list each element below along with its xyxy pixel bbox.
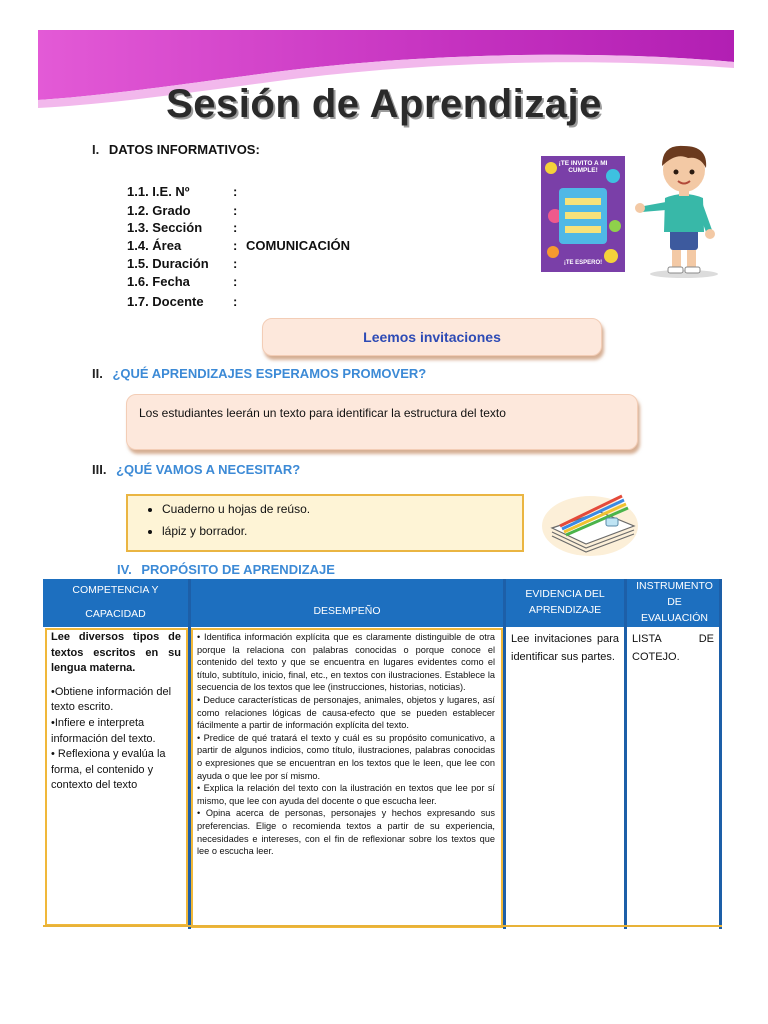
proposito-heading-number: IV. xyxy=(117,562,132,577)
materials-list xyxy=(128,502,522,538)
datos-heading xyxy=(92,142,260,157)
header-banner xyxy=(0,0,768,150)
aprendizajes-heading-number: II. xyxy=(92,366,103,381)
capacidad-item: • Reflexiona y evalúa la forma, el contenido y contexto del texto xyxy=(51,748,166,792)
desempeno-item: • Explica la relación del texto con la ilustración en textos que lee por sí mismo, que lee con ayuda del docente o que escucha leer. xyxy=(197,783,495,806)
invitation-card-illustration xyxy=(541,156,625,272)
header-instrumento xyxy=(627,579,722,627)
info-colon: : xyxy=(233,184,238,199)
table-bottom-line xyxy=(43,925,722,927)
aprendizajes-heading xyxy=(92,366,426,381)
boy-illustration xyxy=(632,140,732,280)
desempeno-item: • Identifica información explícita que es claramente distinguible de otra porque la relaciona con palabras conocidas o porque conoce el contenido del texto y que se encuentra en lugares evidentes como el título, subtítulo, inicio, final, etc., en textos con ilustraciones. Establece la secuencia de los textos que lee (instrucciones, historias, noticias). xyxy=(197,632,495,693)
info-value: COMUNICACIÓN xyxy=(246,238,350,253)
info-label: 1.3. Sección xyxy=(127,220,203,235)
competencia-title: Lee diversos tipos de textos escritos en su lengua materna. xyxy=(51,631,181,675)
invitation-card-top-text: ¡TE INVITO A MI CUMPLE! xyxy=(558,160,608,175)
info-label: 1.4. Área xyxy=(127,238,182,253)
header-evidencia-line1: EVIDENCIA DEL xyxy=(525,588,605,601)
info-colon: : xyxy=(233,203,238,218)
aprendizajes-text: Los estudiantes leerán un texto para identificar la estructura del texto xyxy=(139,406,506,420)
info-colon: : xyxy=(233,294,238,309)
info-colon: : xyxy=(233,256,238,271)
necesitar-heading-text: ¿QUÉ VAMOS A NECESITAR? xyxy=(116,462,301,477)
aprendizajes-heading-text: ¿QUÉ APRENDIZAJES ESPERAMOS PROMOVER? xyxy=(112,366,427,381)
info-row-docente xyxy=(127,294,387,312)
datos-heading-number: I. xyxy=(92,142,100,157)
info-colon: : xyxy=(233,274,238,289)
header-competencia xyxy=(43,579,188,627)
header-instrumento-line3: EVALUACIÓN xyxy=(641,611,708,624)
necesitar-heading-number: III. xyxy=(92,462,107,477)
session-title-box xyxy=(262,318,602,356)
column-divider xyxy=(719,579,722,929)
desempeno-item: • Opina acerca de personas, personajes y hechos expresando sus preferencias. Elige o recomienda textos a partir de su experiencia, necesidades e intereses, con el fin de reflexionar sobre los textos que lee o escucha leer. xyxy=(197,808,495,857)
proposito-heading-text: PROPÓSITO DE APRENDIZAJE xyxy=(141,562,335,577)
info-label: 1.7. Docente xyxy=(127,294,204,309)
desempeno-cell xyxy=(197,631,495,858)
info-label: 1.5. Duración xyxy=(127,256,209,271)
necesitar-heading xyxy=(92,462,300,477)
materials-item: • lápiz y borrador. xyxy=(162,524,522,538)
header-instrumento-line2: DE xyxy=(667,596,682,609)
competencia-cell xyxy=(51,630,181,794)
materials-box xyxy=(126,494,524,552)
info-row-fecha xyxy=(127,274,387,292)
evidencia-cell: Lee invitaciones para identificar sus partes. xyxy=(511,633,619,664)
header-instrumento-line1: INSTRUMENTO xyxy=(636,580,713,593)
capacidad-item: •Infiere e interpreta información del texto. xyxy=(51,717,156,745)
info-row-duracion xyxy=(127,256,387,274)
info-label: 1.2. Grado xyxy=(127,203,191,218)
info-row-seccion xyxy=(127,220,387,238)
info-row-ie xyxy=(127,184,387,202)
page-title: Sesión de Aprendizaje xyxy=(166,82,602,126)
notebook-pencils-illustration xyxy=(540,482,640,558)
column-divider xyxy=(624,579,627,929)
desempeno-item: • Predice de qué tratará el texto y cuál es su propósito comunicativo, a partir de algunos indicios, como título, ilustraciones, palabras conocidas o expresiones que se encuentran en los textos que le leen, que lee con ayuda o que lee por sí mismo. xyxy=(197,732,495,781)
header-competencia-line2: CAPACIDAD xyxy=(85,608,146,620)
invitation-card-bottom-text: ¡TE ESPERO! xyxy=(563,260,603,266)
info-colon: : xyxy=(233,220,238,235)
proposito-heading xyxy=(117,562,335,577)
info-label: 1.1. I.E. Nº xyxy=(127,184,190,199)
info-label: 1.6. Fecha xyxy=(127,274,190,289)
header-evidencia-line2: APRENDIZAJE xyxy=(528,604,602,616)
header-desempeno xyxy=(191,579,503,627)
desempeno-item: • Deduce características de personajes, animales, objetos y lugares, así como relaciones lógicas de causa-efecto que se pueden establecer fácilmente a partir de información explícita del texto. xyxy=(197,694,495,731)
aprendizajes-box xyxy=(126,394,638,450)
header-competencia-line1: COMPETENCIA Y xyxy=(72,584,159,597)
proposito-table xyxy=(43,579,722,929)
materials-item: • Cuaderno u hojas de reúso. xyxy=(162,502,522,516)
info-colon: : xyxy=(233,238,238,253)
datos-heading-text: DATOS INFORMATIVOS: xyxy=(108,142,260,157)
instrumento-cell: LISTA DE COTEJO. xyxy=(632,633,714,664)
info-row-area xyxy=(127,238,387,256)
column-divider xyxy=(503,579,506,929)
session-title: Leemos invitaciones xyxy=(363,329,501,345)
info-row-grado xyxy=(127,203,387,221)
header-evidencia xyxy=(506,579,624,627)
capacidad-item: •Obtiene información del texto escrito. xyxy=(51,685,172,714)
header-desempeno-text: DESEMPEÑO xyxy=(313,605,381,618)
